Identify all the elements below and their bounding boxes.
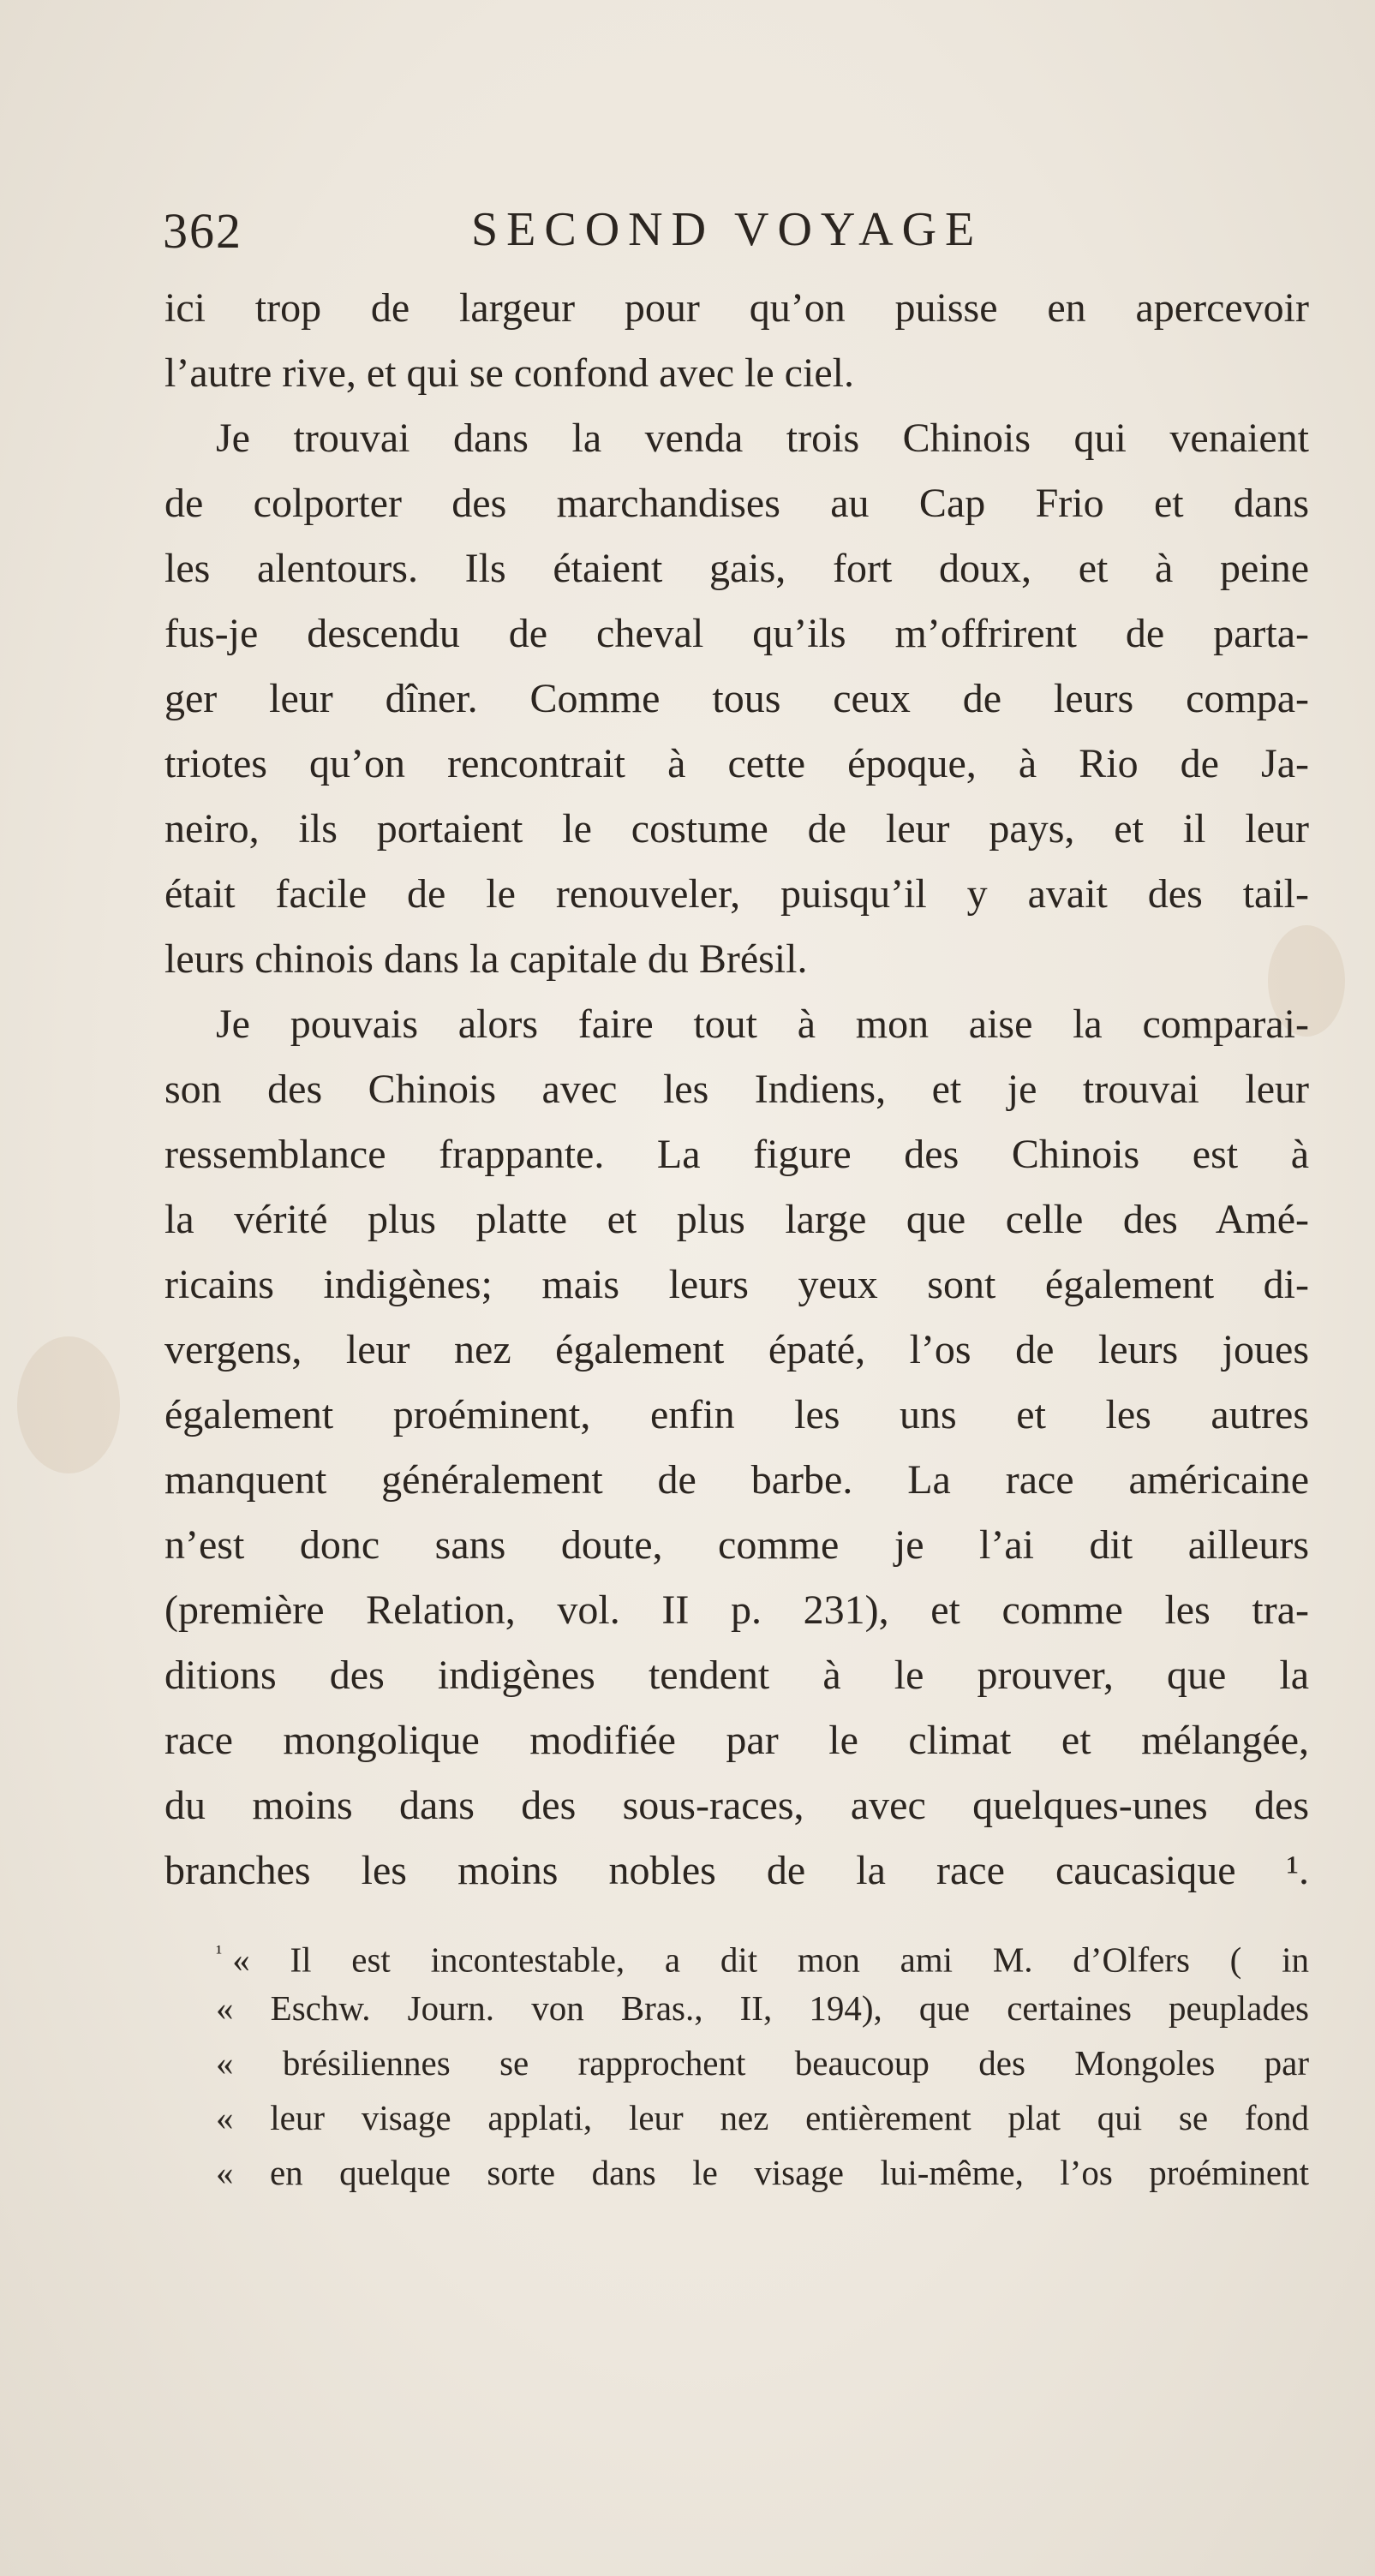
footnote-text: « Il est incontestable, a dit mon ami M. d’Olfers ( in bbox=[232, 1939, 1309, 1980]
text-line: ricains indigènes; mais leurs yeux sont également di- bbox=[164, 1262, 1309, 1307]
footnote-line: « brésiliennes se rapprochent beaucoup des Mongoles par bbox=[216, 2043, 1309, 2083]
text-line: ditions des indigènes tendent à le prouver, que la bbox=[164, 1653, 1309, 1698]
text-line: leurs chinois dans la capitale du Brésil. bbox=[164, 936, 808, 982]
body-text bbox=[164, 276, 1309, 1904]
text-line: les alentours. Ils étaient gais, fort doux, et à peine bbox=[164, 546, 1309, 591]
text-line: de colporter des marchandises au Cap Frio et dans bbox=[164, 481, 1309, 526]
text-line: triotes qu’on rencontrait à cette époque, à Rio de Ja- bbox=[164, 741, 1309, 786]
text-line: ger leur dîner. Comme tous ceux de leurs compa- bbox=[164, 676, 1309, 721]
text-line: du moins dans des sous-races, avec quelques-unes des bbox=[164, 1783, 1309, 1828]
text-line: ressemblance frappante. La figure des Chinois est à bbox=[164, 1132, 1309, 1177]
text-line: manquent généralement de barbe. La race américaine bbox=[164, 1457, 1309, 1503]
text-line: race mongolique modifiée par le climat et mélangée, bbox=[164, 1718, 1309, 1763]
paper-stain bbox=[17, 1336, 120, 1473]
footnote-line: « Eschw. Journ. von Bras., II, 194), que certaines peuplades bbox=[216, 1988, 1309, 2028]
text-line: était facile de le renouveler, puisqu’il y avait des tail- bbox=[164, 871, 1309, 917]
text-line: son des Chinois avec les Indiens, et je trouvai leur bbox=[164, 1067, 1309, 1112]
text-line: ici trop de largeur pour qu’on puisse en apercevoir bbox=[164, 285, 1309, 331]
text-line: également proéminent, enfin les uns et les autres bbox=[164, 1392, 1309, 1437]
text-line: neiro, ils portaient le costume de leur pays, et il leur bbox=[164, 806, 1309, 852]
footnote-line bbox=[164, 1926, 1309, 1981]
footnote-line: « leur visage applati, leur nez entièrement plat qui se fond bbox=[216, 2098, 1309, 2137]
footnote-line: « en quelque sorte dans le visage lui-même, l’os proéminent bbox=[216, 2153, 1309, 2192]
paragraph-start: Je trouvai dans la venda trois Chinois qui venaient bbox=[216, 415, 1309, 461]
text-line: la vérité plus platte et plus large que celle des Amé- bbox=[164, 1197, 1309, 1242]
text-line: l’autre rive, et qui se confond avec le ciel. bbox=[164, 350, 854, 396]
page-header bbox=[163, 202, 1311, 271]
footnote bbox=[164, 1926, 1309, 2200]
page-number: 362 bbox=[163, 203, 242, 259]
text-line: (première Relation, vol. II p. 231), et comme les tra- bbox=[164, 1587, 1309, 1633]
text-line: n’est donc sans doute, comme je l’ai dit ailleurs bbox=[164, 1522, 1309, 1568]
text-line: vergens, leur nez également épaté, l’os de leurs joues bbox=[164, 1327, 1309, 1372]
footnote-marker: ¹ bbox=[216, 1942, 223, 1964]
paragraph-start: Je pouvais alors faire tout à mon aise la comparai- bbox=[216, 1001, 1309, 1047]
running-title: SECOND VOYAGE bbox=[471, 203, 983, 256]
text-line: branches les moins nobles de la race caucasique ¹. bbox=[164, 1848, 1309, 1893]
text-line: fus-je descendu de cheval qu’ils m’offrirent de parta- bbox=[164, 611, 1309, 656]
